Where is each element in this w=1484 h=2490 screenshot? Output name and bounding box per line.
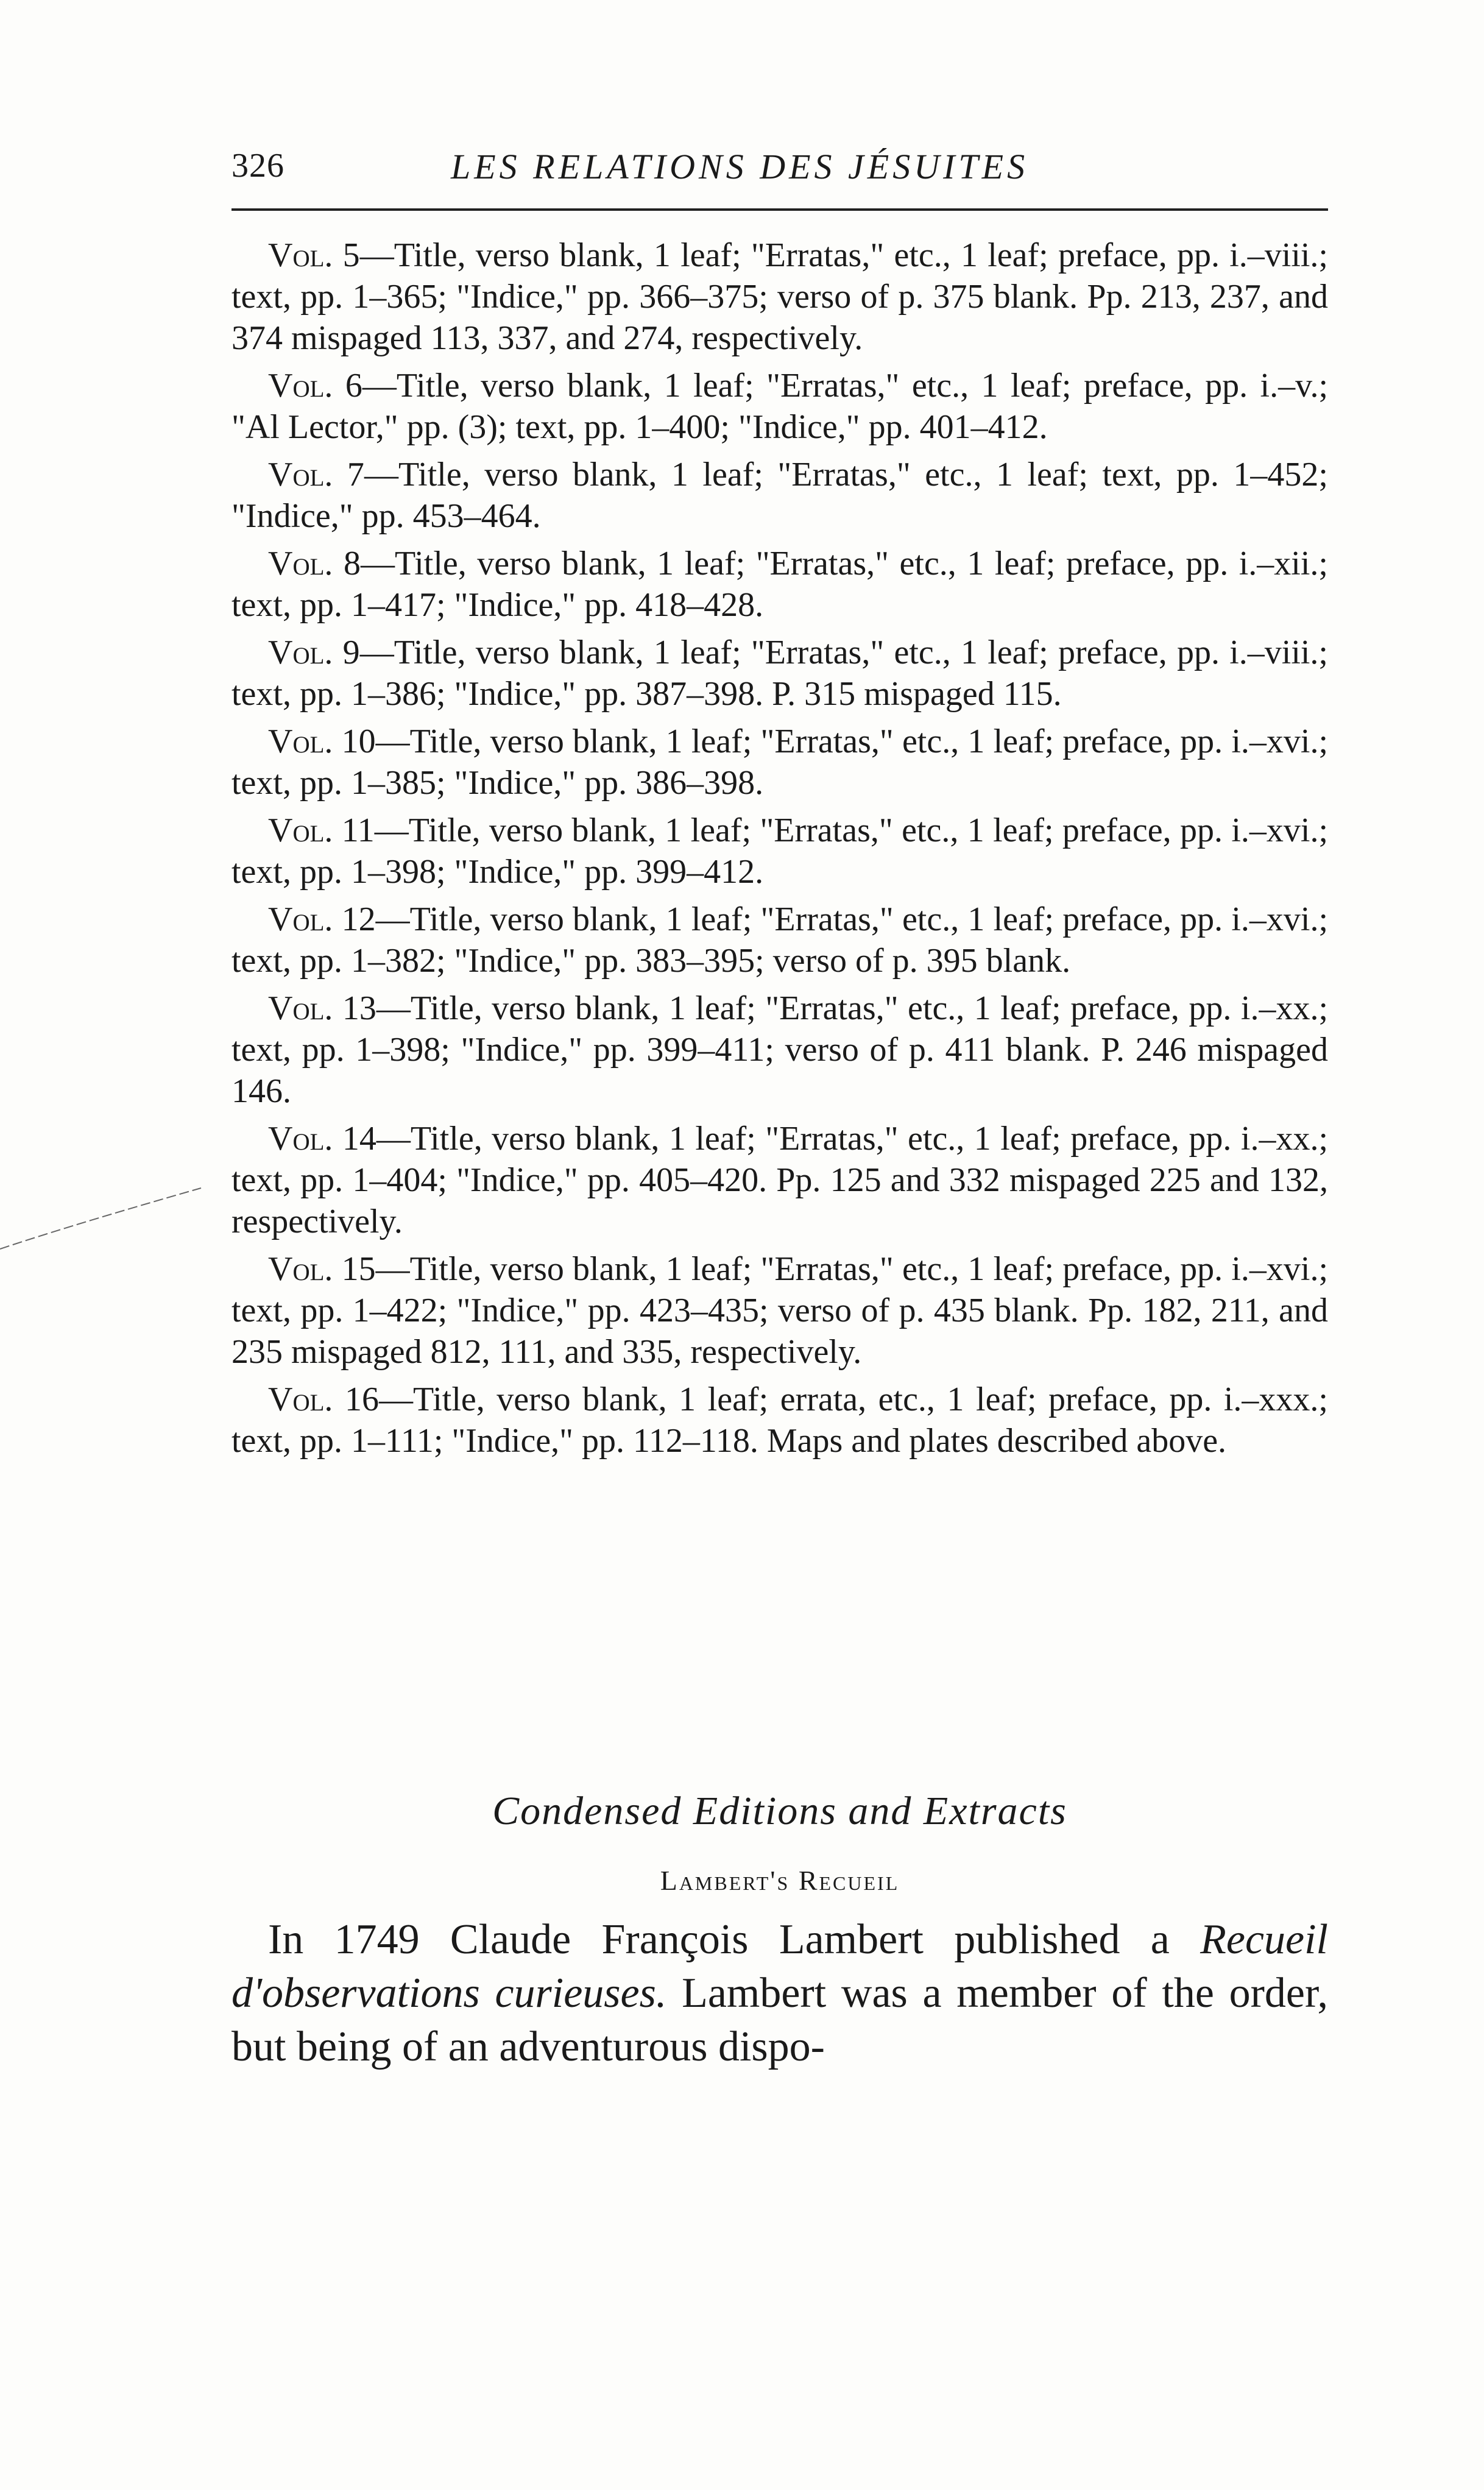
volume-label: Vol. 7	[268, 456, 364, 493]
volume-label: Vol. 6	[268, 367, 362, 405]
collation-entry	[231, 454, 1328, 537]
volume-label: Vol. 13	[268, 989, 376, 1027]
body-text-end: Lambert was a member of the order, but being of an adventurous dispo-	[231, 1970, 1328, 2070]
running-head: LES RELATIONS DES JÉSUITES	[451, 147, 1029, 186]
volume-label: Vol. 11	[268, 812, 375, 849]
collation-entry	[231, 1118, 1328, 1242]
section-heading: Condensed Editions and Extracts	[492, 1789, 1067, 1833]
volume-label: Vol. 5	[268, 236, 360, 274]
volume-description: —Title, verso blank, 1 leaf; "Erratas," etc., 1 leaf; preface, pp. i.–xii.; text, pp. 1–417; "Indice," pp. 418–428.	[231, 545, 1328, 624]
volume-description: —Title, verso blank, 1 leaf; "Erratas," etc., 1 leaf; text, pp. 1–452; "Indice," pp. 453–464.	[231, 456, 1328, 535]
collation-entry	[231, 543, 1328, 626]
volume-description: —Title, verso blank, 1 leaf; "Erratas," etc., 1 leaf; preface, pp. i.–xvi.; text, pp. 1–398; "Indice," pp. 399–412.	[231, 812, 1328, 891]
volume-description: —Title, verso blank, 1 leaf; "Erratas," etc., 1 leaf; preface, pp. i.–xvi.; text, pp. 1–385; "Indice," pp. 386–398.	[231, 723, 1328, 802]
body-text-start: In 1749 Claude François Lambert published a	[268, 1916, 1201, 1963]
volume-description: —Title, verso blank, 1 leaf; "Erratas," etc., 1 leaf; preface, pp. i.–xx.; text, pp. 1–404; "Indice," pp. 405–420. Pp. 125 and 332 mispaged 225 and 132, respectively.	[231, 1120, 1329, 1240]
section-subheading: Lambert's Recueil	[660, 1865, 900, 1896]
page-number: 326	[231, 147, 284, 185]
volume-label: Vol. 9	[268, 634, 360, 671]
volume-label: Vol. 14	[268, 1120, 376, 1158]
volume-label: Vol. 15	[268, 1250, 376, 1288]
volume-description: —Title, verso blank, 1 leaf; "Erratas," etc., 1 leaf; preface, pp. i.–viii.; text, pp. 1–386; "Indice," pp. 387–398. P. 315 mispaged 115.	[231, 634, 1328, 713]
collation-entry	[231, 235, 1328, 359]
volume-description: —Title, verso blank, 1 leaf; "Erratas," etc., 1 leaf; preface, pp. i.–xx.; text, pp. 1–398; "Indice," pp. 399–411; verso of p. 411 blank. P. 246 mispaged 146.	[231, 989, 1329, 1110]
collation-entry	[231, 721, 1328, 804]
body-paragraph	[231, 1913, 1328, 2074]
collation-entry	[231, 899, 1328, 981]
volume-description: —Title, verso blank, 1 leaf; "Erratas," etc., 1 leaf; preface, pp. i.–v.; "Al Lector," pp. (3); text, pp. 1–400; "Indice," pp. 401–412.	[231, 367, 1329, 446]
collation-entry	[231, 988, 1328, 1112]
stray-pen-mark	[0, 1182, 207, 1255]
collation-entry	[231, 810, 1328, 893]
page-header	[231, 141, 1328, 211]
volume-label: Vol. 8	[268, 545, 361, 582]
volume-description: —Title, verso blank, 1 leaf; "Erratas," etc., 1 leaf; preface, pp. i.–xvi.; text, pp. 1–382; "Indice," pp. 383–395; verso of p. 395 blank.	[231, 900, 1328, 980]
volume-description: —Title, verso blank, 1 leaf; "Erratas," etc., 1 leaf; preface, pp. i.–xvi.; text, pp. 1–422; "Indice," pp. 423–435; verso of p. 435 blank. Pp. 182, 211, and 235 mispaged 812, 111, and 335, respectively.	[231, 1250, 1328, 1371]
volume-label: Vol. 10	[268, 723, 376, 760]
volume-description: —Title, verso blank, 1 leaf; "Erratas," etc., 1 leaf; preface, pp. i.–viii.; text, pp. 1–365; "Indice," pp. 366–375; verso of p. 375 blank. Pp. 213, 237, and 374 mispaged 113, 337, and 274, respectively.	[231, 236, 1328, 357]
collation-entry	[231, 632, 1328, 715]
volume-description: —Title, verso blank, 1 leaf; errata, etc., 1 leaf; preface, pp. i.–xxx.; text, pp. 1–111; "Indice," pp. 112–118. Maps and plates described above.	[231, 1381, 1328, 1460]
book-title: Recueil d'observations curieuses.	[231, 1916, 1328, 2017]
collation-entry	[231, 365, 1328, 448]
volume-label: Vol. 16	[268, 1381, 379, 1418]
volume-label: Vol. 12	[268, 900, 376, 938]
collation-entry	[231, 1248, 1328, 1373]
collation-entry	[231, 1379, 1328, 1462]
collation-list	[231, 235, 1328, 1468]
